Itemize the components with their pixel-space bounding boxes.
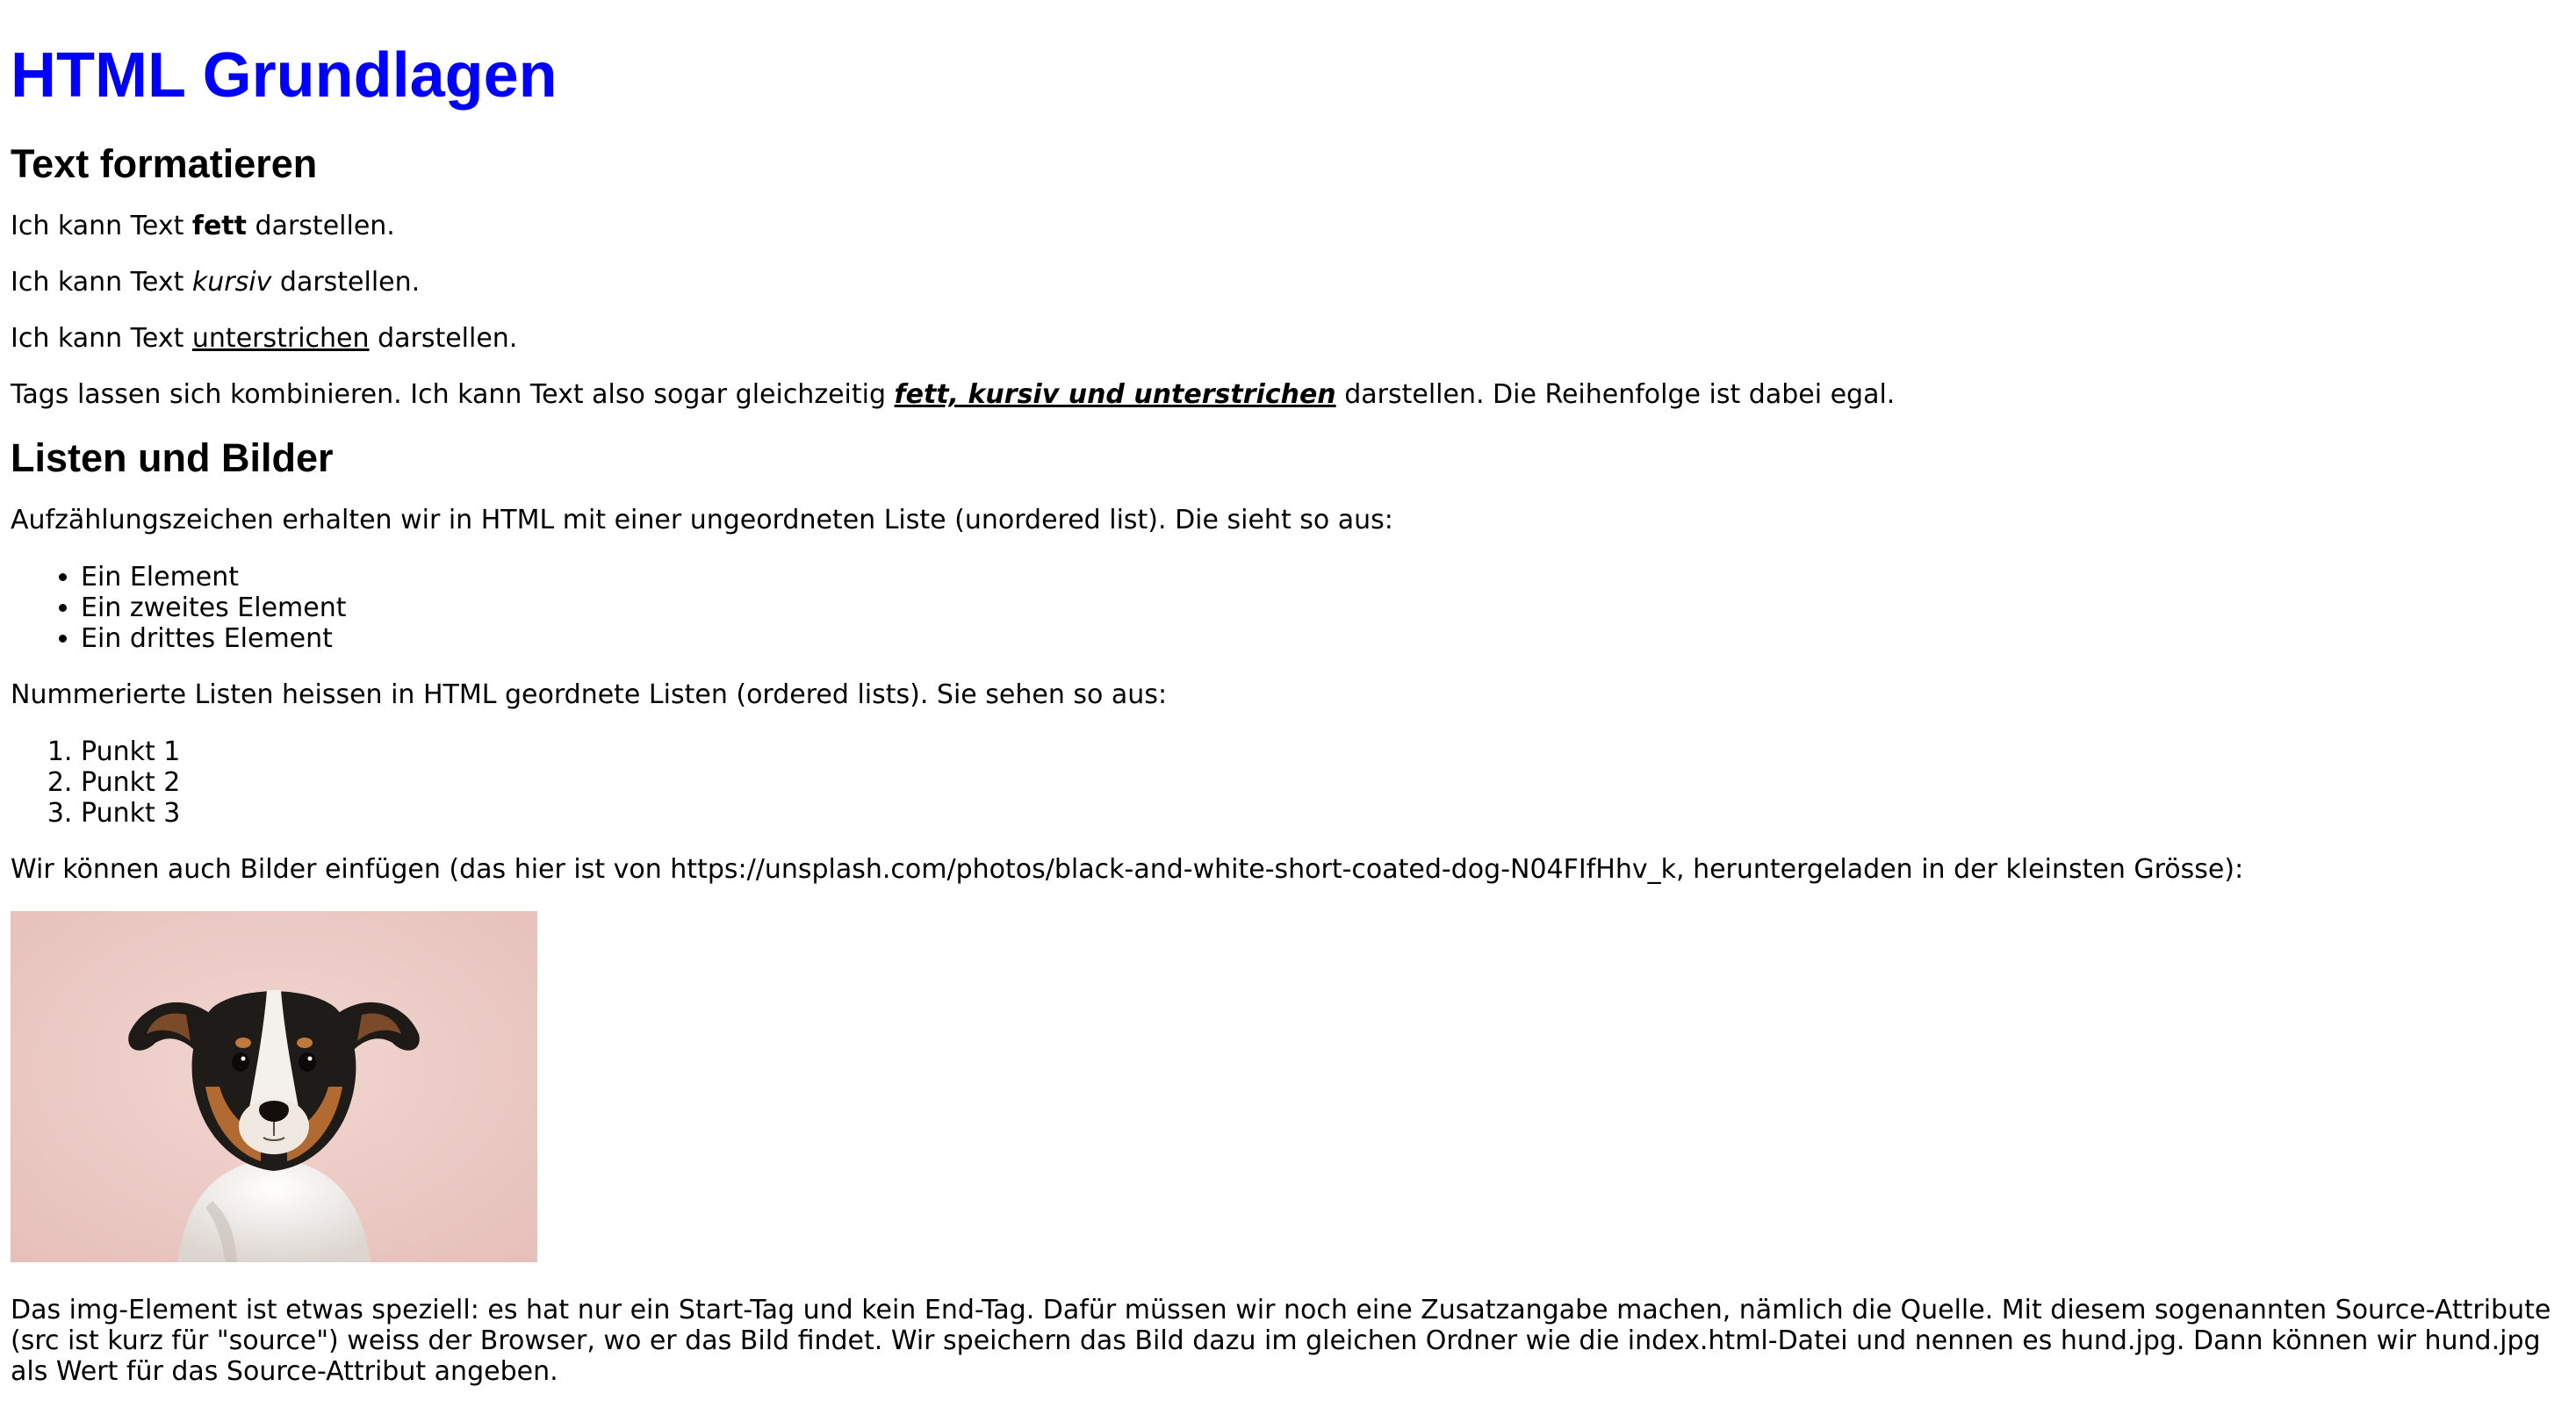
paragraph-image-intro: Wir können auch Bilder einfügen (das hier ist von https://unsplash.com/photos/black-and-white-short-coated-dog-N04FIfHhv_k, heruntergeladen in der kleinsten Grösse): bbox=[11, 854, 2244, 885]
paragraph-img-element-explanation: Das img-Element ist etwas speziell: es hat nur ein Start-Tag und kein End-Tag. Dafür müssen wir noch eine Zusatzangabe machen, nämlich die Quelle. Mit diesem sogenannten Source-Attribute (src ist kurz für "source") weiss der Browser, wo er das Bild findet. Wir speichern das Bild dazu im gleichen Ordner wie die index.html-Datei und nennen es hund.jpg. Dann können wir hund.jpg als Wert für das Source-Attribut angeben. bbox=[11, 1295, 2551, 1387]
list-item: 2. Punkt 2 bbox=[81, 767, 2565, 798]
ordered-list bbox=[11, 736, 2565, 829]
paragraph-ordered-list-intro: Nummerierte Listen heissen in HTML geordnete Listen (ordered lists). Sie sehen so aus: bbox=[11, 679, 1168, 710]
unordered-list bbox=[11, 562, 2565, 654]
italic-text: kursiv bbox=[191, 267, 272, 298]
underlined-text: unterstrichen bbox=[191, 323, 370, 354]
list-item: 3. Punkt 3 bbox=[81, 798, 2565, 829]
paragraph-italic-example: Ich kann Text kursiv darstellen. bbox=[11, 267, 421, 298]
list-item: • Ein drittes Element bbox=[81, 623, 2565, 654]
section-heading-text-formatting: Text formatieren bbox=[11, 141, 318, 186]
dog-image bbox=[11, 911, 537, 1262]
paragraph-underline-example: Ich kann Text unterstrichen darstellen. bbox=[11, 323, 518, 354]
list-item: • Ein zweites Element bbox=[81, 592, 2565, 623]
bold-italic-underlined-text: fett, kursiv und unterstrichen bbox=[894, 379, 1336, 410]
list-item: 1. Punkt 1 bbox=[81, 736, 2565, 767]
paragraph-combined-example: Tags lassen sich kombinieren. Ich kann Text also sogar gleichzeitig fett, kursiv und unterstrichen darstellen. Die Reihenfolge ist dabei egal. bbox=[11, 379, 1896, 410]
paragraph-bold-example: Ich kann Text fett darstellen. bbox=[11, 211, 395, 241]
section-heading-lists-and-images: Listen und Bilder bbox=[11, 435, 334, 480]
page-content bbox=[11, 0, 2565, 1387]
list-item: • Ein Element bbox=[81, 562, 2565, 592]
page-title: HTML Grundlagen bbox=[11, 40, 558, 111]
paragraph-unordered-list-intro: Aufzählungszeichen erhalten wir in HTML mit einer ungeordneten Liste (unordered list). Die sieht so aus: bbox=[11, 505, 1393, 535]
bold-text: fett bbox=[191, 211, 247, 241]
